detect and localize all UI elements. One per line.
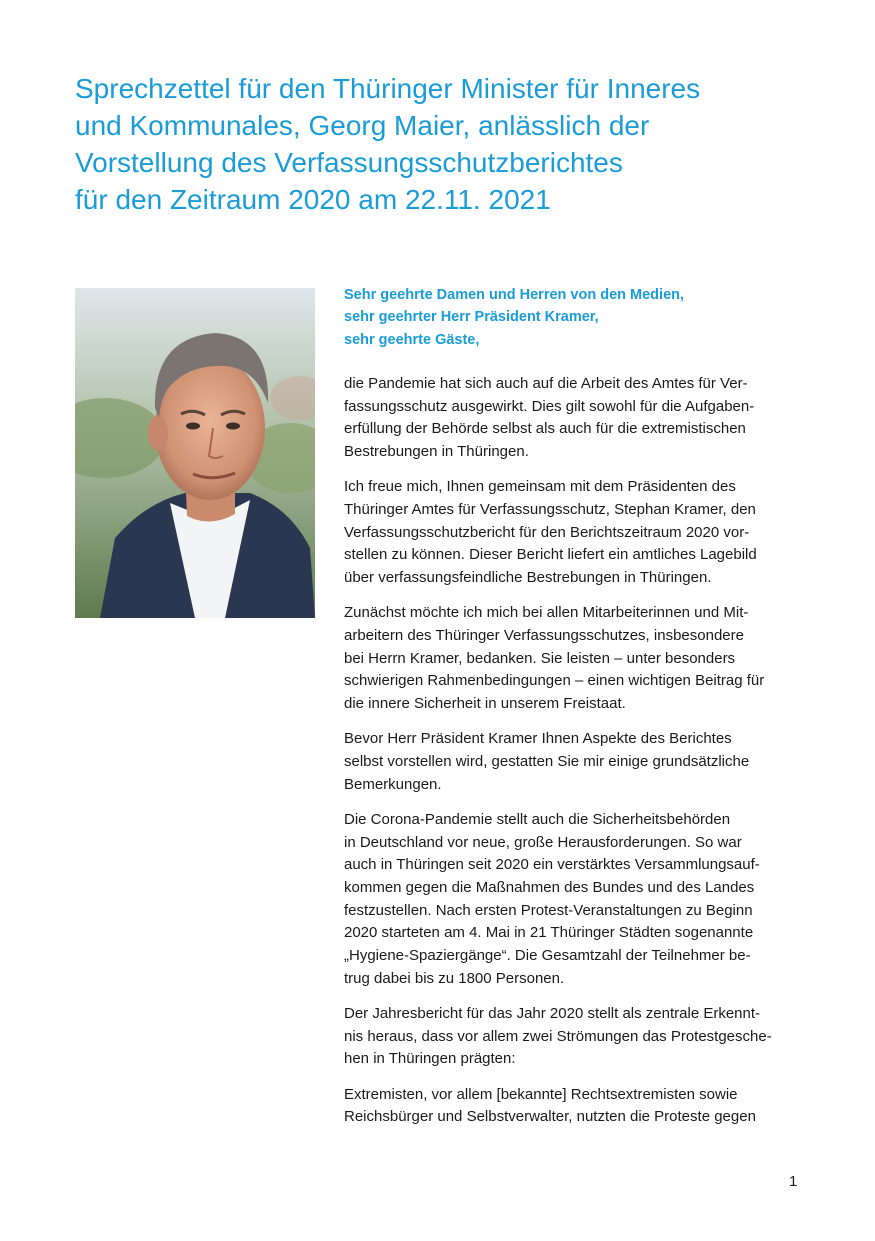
text-line: über verfassungsfeindliche Bestrebungen in Thüringen. — [344, 569, 712, 587]
portrait-photo — [75, 288, 315, 618]
paragraph — [344, 602, 814, 716]
title-line: Sprechzettel für den Thüringer Minister für Inneres — [75, 73, 701, 104]
text-line: kommen gegen die Maßnahmen des Bundes und des Landes — [344, 879, 755, 897]
text-line: Reichsbürger und Selbstverwalter, nutzten die Proteste gegen — [344, 1108, 756, 1126]
paragraph — [344, 476, 814, 590]
text-line: Verfassungsschutzbericht für den Berichtszeitraum 2020 vor- — [344, 523, 750, 541]
salutation — [344, 284, 814, 351]
text-line: Der Jahresbericht für das Jahr 2020 stellt als zentrale Erkennt- — [344, 1005, 761, 1023]
text-line: erfüllung der Behörde selbst als auch für die extremistischen — [344, 420, 746, 438]
text-line: die Pandemie hat sich auch auf die Arbeit des Amtes für Ver- — [344, 375, 748, 392]
page-number: 1 — [789, 1173, 798, 1190]
text-line: stellen zu können. Dieser Bericht liefert ein amtliches Lagebild — [344, 546, 757, 564]
text-line: Thüringer Amtes für Verfassungsschutz, Stephan Kramer, den — [344, 501, 756, 519]
salutation-line: sehr geehrte Gäste, — [344, 331, 480, 348]
text-line: festzustellen. Nach ersten Protest-Veranstaltungen zu Beginn — [344, 901, 753, 919]
title-line: für den Zeitraum 2020 am 22.11. 2021 — [75, 184, 551, 215]
text-line: Extremisten, vor allem [bekannte] Rechtsextremisten sowie — [344, 1085, 738, 1103]
text-line: Bestrebungen in Thüringen. — [344, 443, 529, 461]
text-line: die innere Sicherheit in unserem Freistaat. — [344, 695, 626, 713]
speech-body — [344, 373, 814, 1142]
text-line: in Deutschland vor neue, große Herausforderungen. So war — [344, 833, 742, 851]
text-line: arbeitern des Thüringer Verfassungsschutzes, insbesondere — [344, 627, 744, 645]
paragraph — [344, 809, 814, 991]
paragraph — [344, 1084, 814, 1129]
title-line: und Kommunales, Georg Maier, anlässlich der — [75, 110, 650, 141]
paragraph — [344, 1003, 814, 1071]
text-line: hen in Thüringen prägten: — [344, 1050, 516, 1068]
text-line: schwierigen Rahmenbedingungen – einen wichtigen Beitrag für — [344, 672, 765, 690]
text-line: auch in Thüringen seit 2020 ein verstärktes Versammlungsauf- — [344, 856, 760, 874]
text-line: fassungsschutz ausgewirkt. Dies gilt sowohl für die Aufgaben- — [344, 397, 755, 415]
text-line: trug dabei bis zu 1800 Personen. — [344, 969, 565, 987]
document-title — [75, 70, 815, 218]
text-line: Zunächst möchte ich mich bei allen Mitarbeiterinnen und Mit- — [344, 604, 749, 622]
paragraph — [344, 728, 814, 796]
text-line: 2020 starteten am 4. Mai in 21 Thüringer Städten sogenannte — [344, 924, 754, 942]
text-line: bei Herrn Kramer, bedanken. Sie leisten – unter besonders — [344, 649, 736, 667]
salutation-line: Sehr geehrte Damen und Herren von den Medien, — [344, 287, 685, 303]
text-line: Bemerkungen. — [344, 775, 442, 793]
text-line: Ich freue mich, Ihnen gemeinsam mit dem Präsidenten des — [344, 478, 736, 496]
text-line: nis heraus, dass vor allem zwei Strömungen das Protestgesche- — [344, 1027, 772, 1045]
paragraph — [344, 373, 814, 464]
text-line: Die Corona-Pandemie stellt auch die Sicherheitsbehörden — [344, 810, 731, 828]
salutation-line: sehr geehrter Herr Präsident Kramer, — [344, 309, 599, 326]
title-line: Vorstellung des Verfassungsschutzberichtes — [75, 147, 623, 178]
text-line: Bevor Herr Präsident Kramer Ihnen Aspekte des Berichtes — [344, 730, 732, 748]
text-line: selbst vorstellen wird, gestatten Sie mir einige grundsätzliche — [344, 753, 750, 771]
text-line: „Hygiene-Spaziergänge“. Die Gesamtzahl der Teilnehmer be- — [344, 947, 751, 965]
